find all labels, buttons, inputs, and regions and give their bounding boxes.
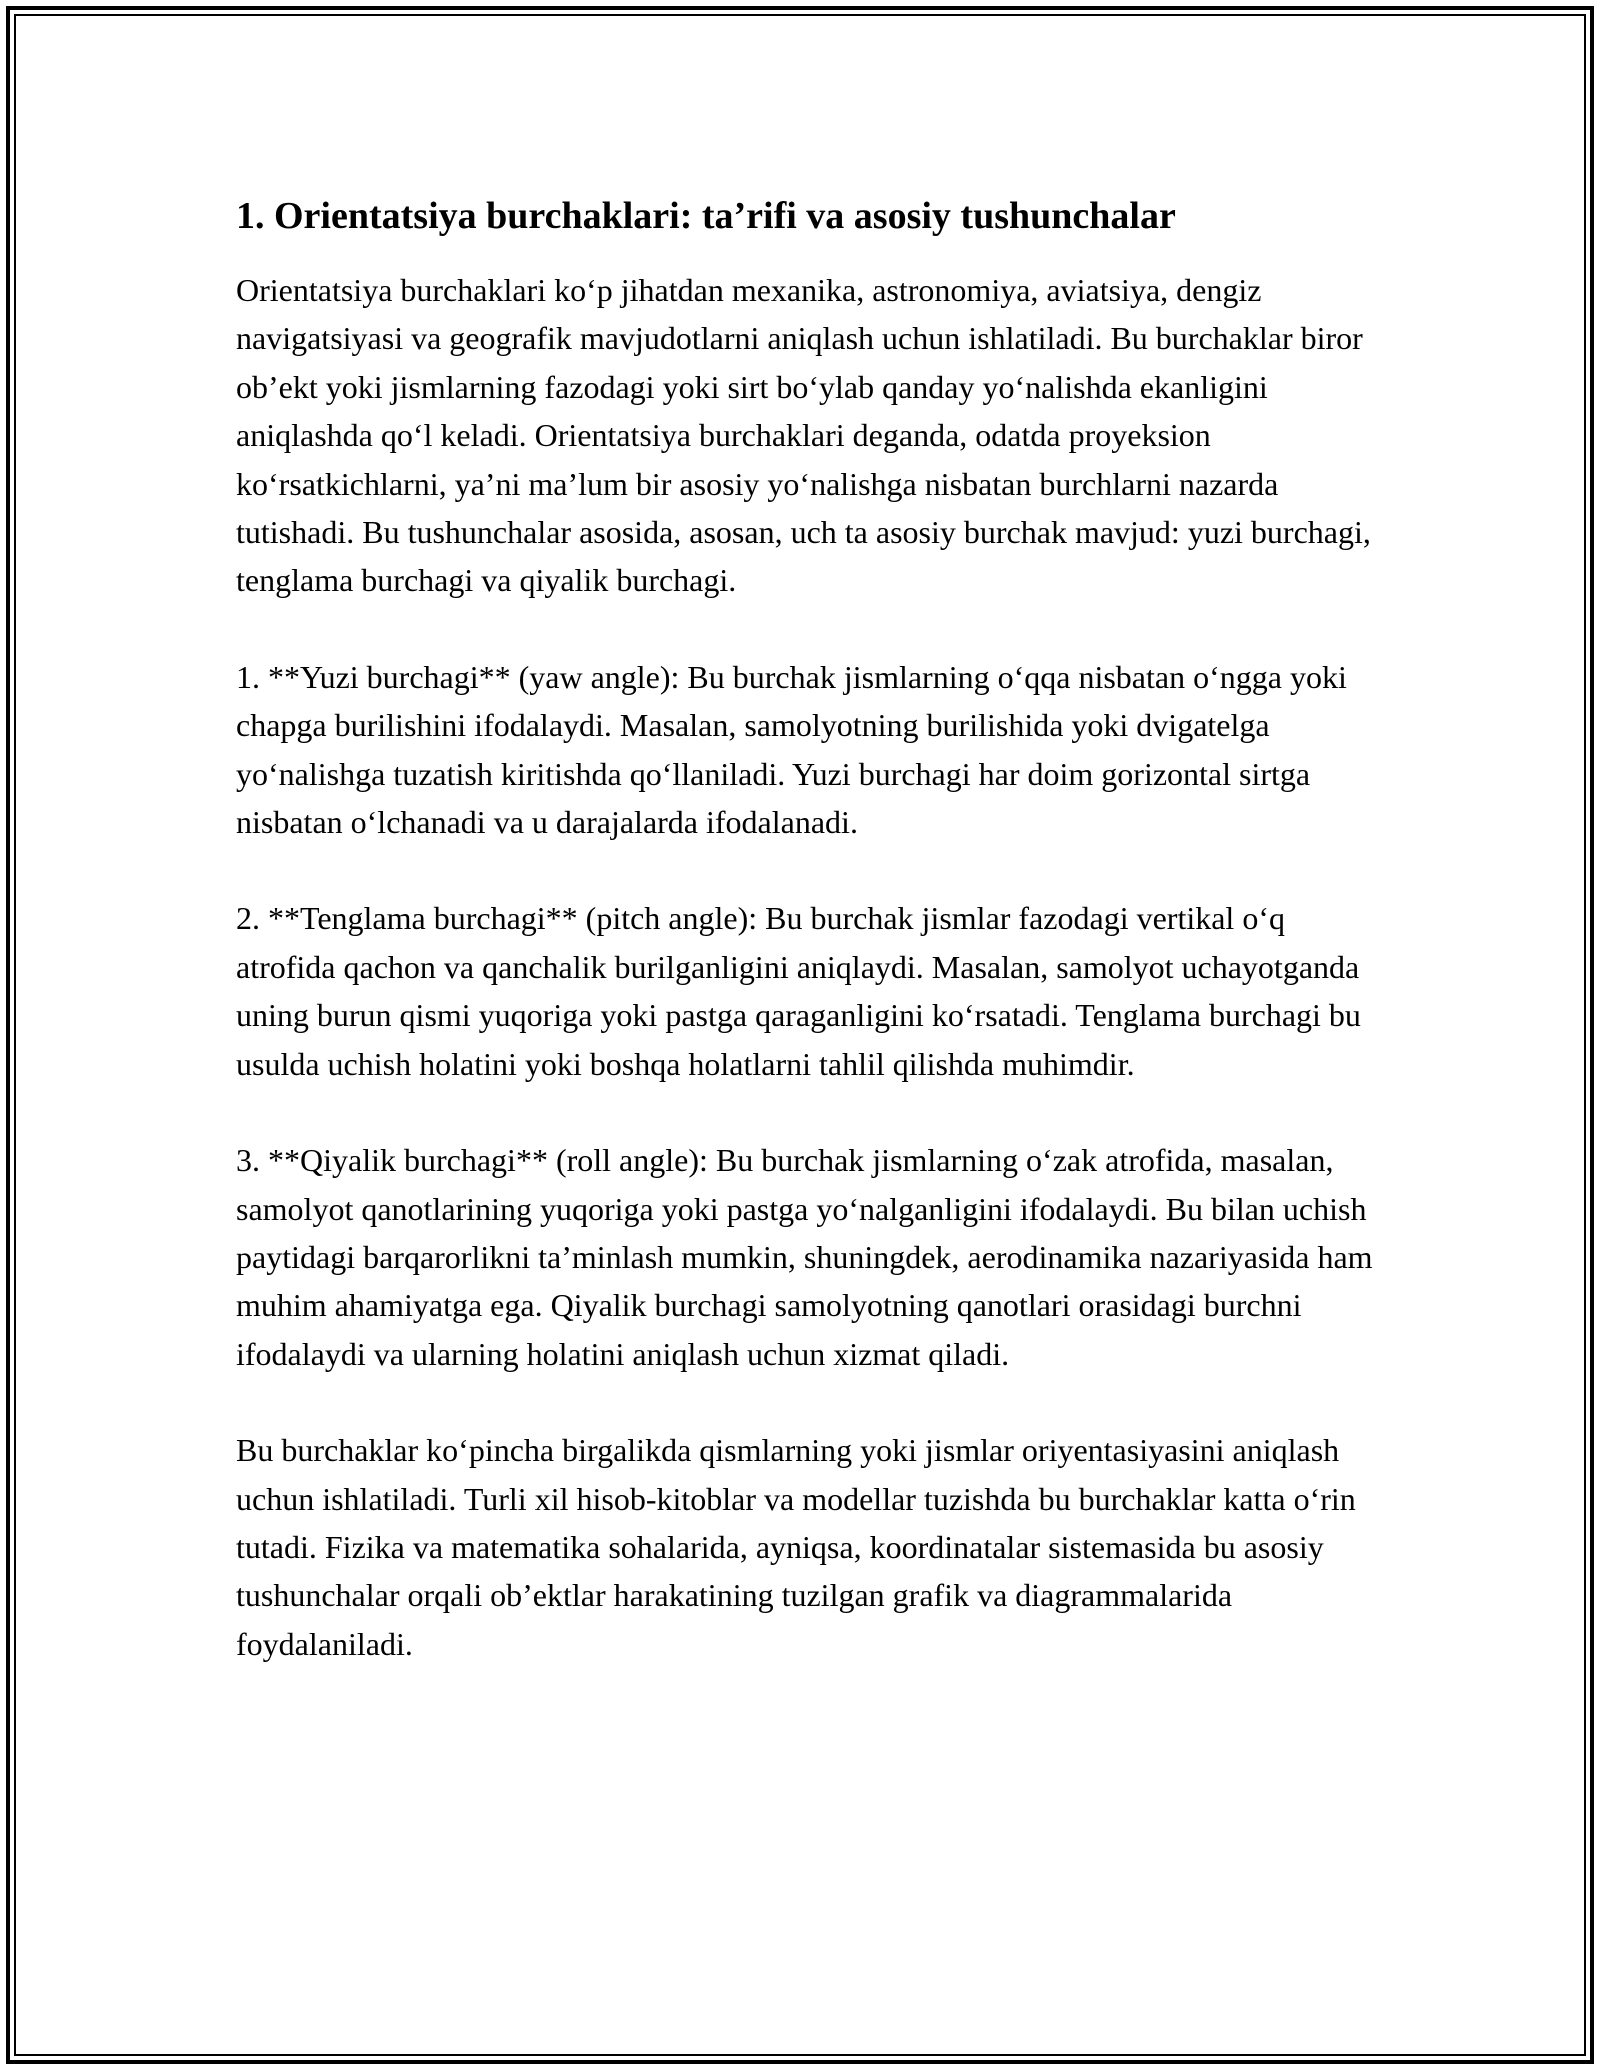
- yaw-angle-paragraph: 1. **Yuzi burchagi** (yaw angle): Bu burchak jismlarning o‘qqa nisbatan o‘ngga yoki chapga burilishini ifodalaydi. Masalan, samolyotning burilishida yoki dvigatelga yo‘nalishga tuzatish kiritishda qo‘llaniladi. Yuzi burchagi har doim gorizontal sirtga nisbatan o‘lchanadi va u darajalarda ifodalanadi.: [236, 658, 1347, 841]
- summary-paragraph: Bu burchaklar ko‘pincha birgalikda qismlarning yoki jismlar oriyentasiyasini aniqlash uchun ishlatiladi. Turli xil hisob-kitoblar va modellar tuzishda bu burchaklar katta o‘rin tutadi. Fizika va matematika sohalarida, ayniqsa, koordinatalar sistemasida bu asosiy tushunchalar orqali ob’ektlar harakatining tuzilgan grafik va diagrammalarida foydalaniladi.: [236, 1432, 1356, 1662]
- document-body: [236, 190, 1386, 1716]
- pitch-angle-paragraph: 2. **Tenglama burchagi** (pitch angle): Bu burchak jismlar fazodagi vertikal o‘q atrofida qachon va qanchalik burilganligini aniqlaydi. Masalan, samolyot uchayotganda uning burun qismi yuqoriga yoki pastga qaraganligini ko‘rsatadi. Tenglama burchagi bu usulda uchish holatini yoki boshqa holatlarni tahlil qilishda muhimdir.: [236, 900, 1361, 1082]
- roll-angle-paragraph: 3. **Qiyalik burchagi** (roll angle): Bu burchak jismlarning o‘zak atrofida, masalan, samolyot qanotlarining yuqoriga yoki pastga yo‘nalganligini ifodalaydi. Bu bilan uchish paytidagi barqarorlikni ta’minlash mumkin, shuningdek, aerodinamika nazariyasida ham muhim ahamiyatga ega. Qiyalik burchagi samolyotning qanotlari orasidagi burchni ifodalaydi va ularning holatini aniqlash uchun xizmat qiladi.: [236, 1142, 1373, 1372]
- intro-paragraph: Orientatsiya burchaklari ko‘p jihatdan mexanika, astronomiya, aviatsiya, dengiz navigatsiyasi va geografik mavjudotlarni aniqlash uchun ishlatiladi. Bu burchaklar biror ob’ekt yoki jismlarning fazodagi yoki sirt bo‘ylab qanday yo‘nalishda ekanligini aniqlashda qo‘l keladi. Orientatsiya burchaklari deganda, odatda proyeksion ko‘rsatkichlarni, ya’ni ma’lum bir asosiy yo‘nalishga nisbatan burchlarni nazarda tutishadi. Bu tushunchalar asosida, asosan, uch ta asosiy burchak mavjud: yuzi burchagi, tenglama burchagi va qiyalik burchagi.: [236, 272, 1371, 599]
- section-heading: 1. Orientatsiya burchaklari: ta’rifi va asosiy tushunchalar: [236, 195, 1176, 237]
